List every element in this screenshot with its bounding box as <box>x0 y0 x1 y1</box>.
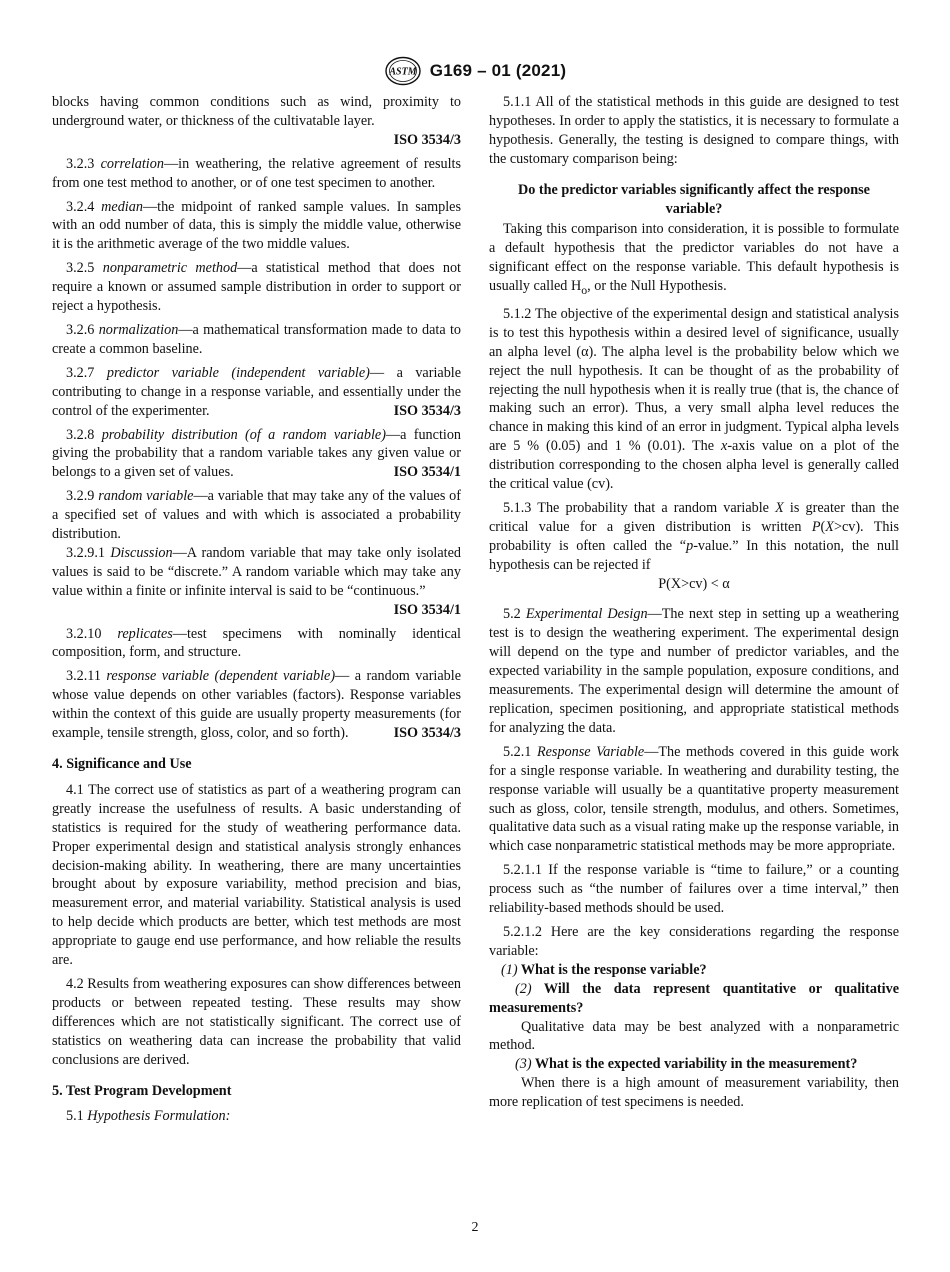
definition-3-2-7: 3.2.7 predictor variable (independent variable)— a variable contributing to change in a response variable, and essentially under the control of the experimenter. ISO 3534/3 <box>52 364 462 419</box>
paragraph: blocks having common conditions such as wind, proximity to underground water, or thickness of the cultivatable layer. ISO 3534/3 <box>52 94 461 148</box>
paragraph-5-2: 5.2 Experimental Design—The next step in setting up a weathering test is to design the weathering experiment. The experimental design will depend on the type and number of predictor variables, and the expected variability in the sample population, exposure conditions, and measurements. The experimental design will determine the amount of replication, specimen positioning, and appropriate statistical methods for analyzing the data. <box>489 606 900 736</box>
paragraph-5-1: 5.1 Hypothesis Formulation: <box>66 1108 231 1125</box>
formula: P(X>cv) < α <box>658 575 730 592</box>
iso-reference: ISO 3534/3 <box>393 402 461 419</box>
page-header <box>0 56 950 86</box>
question-2: (2) Will the data represent quantitative or qualitative measurements? <box>489 980 899 1016</box>
paragraph-5-2-1: 5.2.1 Response Variable—The methods covered in this guide work for a single response variable. In weathering and durability testing, the response variable will usually be a quantitative property measurement such as gloss, color, tensile strength, modulus, and others. Sometimes, qualitative data such as a visual rating make up the response variable, in which case nonparametric statistical methods may be more appropriate. <box>489 743 900 855</box>
question-1: (1) What is the response variable? <box>501 961 707 978</box>
definition-3-2-3: 3.2.3 correlation—in weathering, the relative agreement of results from one test method to another, or of one test specimen to another. <box>52 155 461 191</box>
definition-3-2-10: 3.2.10 replicates—test specimens with nominally identical composition, form, and structure. <box>52 625 461 661</box>
answer-2: Qualitative data may be best analyzed with a nonparametric method. <box>489 1018 899 1054</box>
iso-reference: ISO 3534/1 <box>393 464 461 481</box>
definition-3-2-8: 3.2.8 probability distribution (of a random variable)—a function giving the probability that a random variable takes any given value or belongs to a given set of values. ISO 3534/1 <box>52 426 462 481</box>
paragraph-5-1-1: 5.1.1 All of the statistical methods in this guide are designed to test hypotheses. In order to apply the statistics, it is necessary to formulate a hypothesis. Generally, the testing is designed to compare things, with the customary comparison being: <box>489 94 899 167</box>
comparison-question: Do the predictor variables significantly affect the response variable? <box>518 181 870 217</box>
question-3: (3) What is the expected variability in the measurement? <box>515 1056 858 1073</box>
paragraph-null-hypothesis: Taking this comparison into consideration, it is possible to formulate a default hypothesis that the predictor variables do not have a significant effect on the response variable. This default hypothesis is usually called $H_o$, or the Null Hypothesis. <box>489 221 899 297</box>
iso-reference: ISO 3534/1 <box>393 601 461 618</box>
answer-3: When there is a high amount of measurement variability, then more replication of test specimens is needed. <box>489 1075 899 1111</box>
right-column <box>489 93 899 1112</box>
definition-3-2-11: 3.2.11 response variable (dependent variable)— a random variable whose value depends on other variables (factors). Response variables within the context of this guide are usually property measurements (for example, tensile strength, gloss, color, and so forth). ISO 3534/3 <box>52 668 461 742</box>
page-number: 2 <box>471 1220 479 1235</box>
definition-3-2-5: 3.2.5 nonparametric method—a statistical method that does not require a known or assumed sample distribution in order to support or reject a hypothesis. <box>52 260 461 315</box>
document-id: G169 – 01 (2021) <box>429 61 567 80</box>
definition-3-2-9: 3.2.9 random variable—a variable that may take any of the values of a specified set of values and with which is associated a probability distribution. <box>52 488 462 543</box>
svg-text:ASTM: ASTM <box>389 66 417 78</box>
section-heading-4: 4. Significance and Use <box>52 756 192 772</box>
discussion-3-2-9-1: 3.2.9.1 Discussion—A random variable that may take only isolated values is said to be “discrete.” A random variable which may take any value within a finite or infinite interval is said to be “continuous.” ISO 3534/1 <box>52 544 462 618</box>
paragraph-5-1-2: 5.1.2 The objective of the experimental design and statistical analysis is to test this hypothesis within a desired level of significance, usually an alpha level (α). The alpha level is the probability below which we reject the null hypothesis. It can be thought of as the probability of rejecting the null hypothesis when it is really true (that is, the chance of making such an error). Thus, a very small alpha level reduces the chance in making this kind of an error in judgment. Typical alpha levels are 5 % (0.05) and 1 % (0.01). The x-axis value on a plot of the distribution corresponding to the chosen alpha level is generally called the critical value (cv). <box>489 305 899 493</box>
section-heading-5: 5. Test Program Development <box>52 1082 232 1099</box>
paragraph-4-2: 4.2 Results from weathering exposures can show differences between products or between repeated testing. These results may show differences which are not statistically significant. The correct use of statistics on weathering data can increase the probability that valid conclusions are derived. <box>52 975 461 1068</box>
definition-3-2-4: 3.2.4 median—the midpoint of ranked sample values. In samples with an odd number of data, this is simply the middle value, otherwise it is the arithmetic average of the two middle values. <box>52 198 462 253</box>
paragraph-5-1-3: 5.1.3 The probability that a random variable X is greater than the critical value for a given distribution is written P(X>cv). This probability is often called the “p-value.” In this notation, the null hypothesis can be rejected if <box>489 499 899 573</box>
paragraph-4-1: 4.1 The correct use of statistics as part of a weathering program can greatly increase the usefulness of results. A basic understanding of statistics is required for the study of weathering performance data. Proper experimental design and statistical analysis strongly enhances decision-making ability. In weathering, there are many uncertainties brought about by exposure variability, method precision and bias, measurement error, and material variability. Statistical analysis is used to help decide which products are better, which test methods are most appropriate to gauge end use performance, and how reliable the results are. <box>52 781 461 969</box>
iso-reference: ISO 3534/3 <box>393 131 461 148</box>
left-column <box>52 93 461 1131</box>
iso-reference: ISO 3534/3 <box>393 725 461 742</box>
paragraph-5-2-1-1: 5.2.1.1 If the response variable is “time to failure,” or a counting process such as “the number of failures over a time interval,” then reliability-based methods should be used. <box>489 862 899 917</box>
astm-logo-icon <box>384 56 422 86</box>
paragraph-5-2-1-2: 5.2.1.2 Here are the key considerations regarding the response variable: <box>489 923 899 959</box>
definition-3-2-6: 3.2.6 normalization—a mathematical transformation made to data to create a common baseline. <box>52 321 461 357</box>
